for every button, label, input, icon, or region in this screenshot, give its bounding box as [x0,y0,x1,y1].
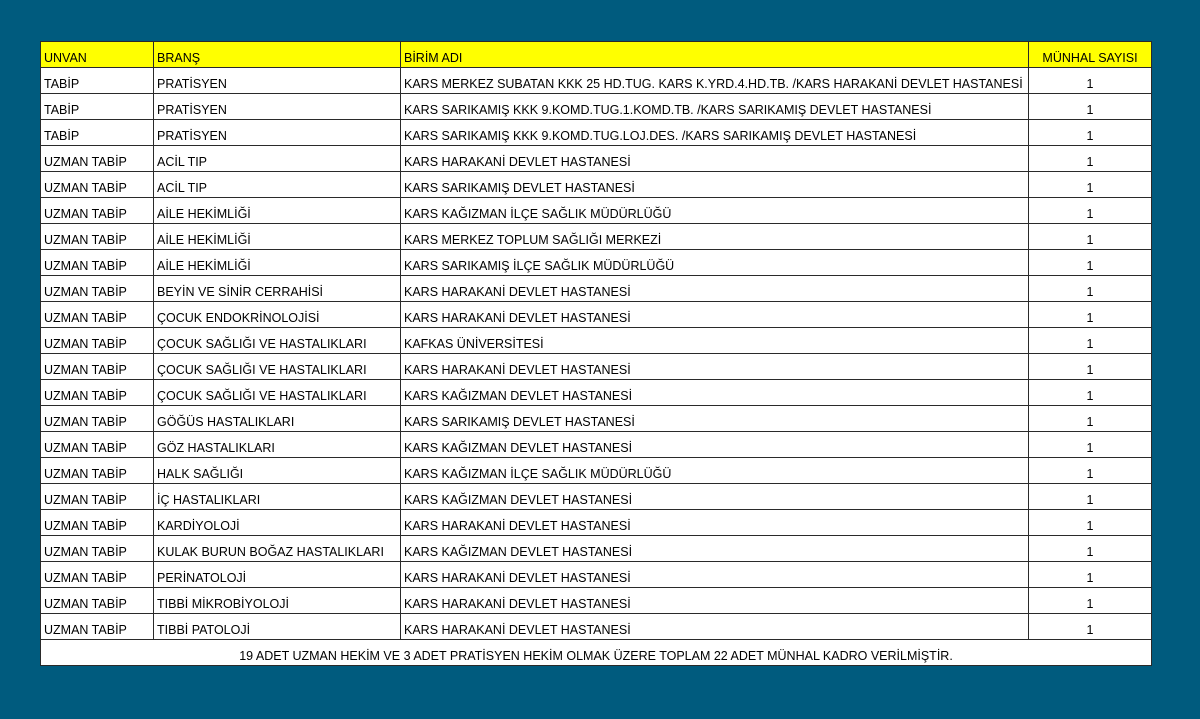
cell-munhal-sayisi: 1 [1029,458,1152,484]
cell-brans: AİLE HEKİMLİĞİ [154,224,401,250]
cell-brans: BEYİN VE SİNİR CERRAHİSİ [154,276,401,302]
cell-brans: PRATİSYEN [154,68,401,94]
cell-unvan: UZMAN TABİP [41,146,154,172]
cell-munhal-sayisi: 1 [1029,484,1152,510]
cell-unvan: UZMAN TABİP [41,380,154,406]
cell-munhal-sayisi: 1 [1029,68,1152,94]
cell-brans: İÇ HASTALIKLARI [154,484,401,510]
cell-brans: TIBBİ PATOLOJİ [154,614,401,640]
cell-unvan: UZMAN TABİP [41,510,154,536]
table-row [41,224,1152,250]
table-row [41,614,1152,640]
cell-munhal-sayisi: 1 [1029,380,1152,406]
cell-munhal-sayisi: 1 [1029,354,1152,380]
cell-brans: PERİNATOLOJİ [154,562,401,588]
table-row [41,510,1152,536]
cell-unvan: UZMAN TABİP [41,614,154,640]
cell-unvan: UZMAN TABİP [41,224,154,250]
cell-unvan: TABİP [41,120,154,146]
cell-unvan: TABİP [41,68,154,94]
cell-brans: ÇOCUK SAĞLIĞI VE HASTALIKLARI [154,354,401,380]
cell-unvan: TABİP [41,94,154,120]
cell-munhal-sayisi: 1 [1029,432,1152,458]
cell-birim: KARS HARAKANİ DEVLET HASTANESİ [401,146,1029,172]
cell-brans: AİLE HEKİMLİĞİ [154,250,401,276]
cell-munhal-sayisi: 1 [1029,302,1152,328]
table-row [41,588,1152,614]
cell-unvan: UZMAN TABİP [41,458,154,484]
cell-munhal-sayisi: 1 [1029,510,1152,536]
cell-birim: KARS SARIKAMIŞ KKK 9.KOMD.TUG.1.KOMD.TB. /KARS SARIKAMIŞ DEVLET HASTANESİ [401,94,1029,120]
cell-birim: KARS KAĞIZMAN İLÇE SAĞLIK MÜDÜRLÜĞÜ [401,458,1029,484]
cell-unvan: UZMAN TABİP [41,302,154,328]
cell-birim: KARS SARIKAMIŞ DEVLET HASTANESİ [401,406,1029,432]
cell-munhal-sayisi: 1 [1029,562,1152,588]
cell-birim: KARS MERKEZ SUBATAN KKK 25 HD.TUG. KARS K.YRD.4.HD.TB. /KARS HARAKANİ DEVLET HASTANESİ [401,68,1029,94]
cell-unvan: UZMAN TABİP [41,354,154,380]
cell-birim: KARS SARIKAMIŞ DEVLET HASTANESİ [401,172,1029,198]
cell-birim: KARS MERKEZ TOPLUM SAĞLIĞI MERKEZİ [401,224,1029,250]
table-row [41,536,1152,562]
cell-munhal-sayisi: 1 [1029,536,1152,562]
table-row [41,250,1152,276]
table-row [41,484,1152,510]
table-row [41,146,1152,172]
cell-unvan: UZMAN TABİP [41,198,154,224]
cell-brans: HALK SAĞLIĞI [154,458,401,484]
cell-unvan: UZMAN TABİP [41,588,154,614]
cell-brans: ACİL TIP [154,146,401,172]
cell-brans: ÇOCUK SAĞLIĞI VE HASTALIKLARI [154,380,401,406]
cell-brans: AİLE HEKİMLİĞİ [154,198,401,224]
table-row [41,68,1152,94]
cell-birim: KARS HARAKANİ DEVLET HASTANESİ [401,510,1029,536]
cell-brans: PRATİSYEN [154,120,401,146]
cell-brans: PRATİSYEN [154,94,401,120]
cell-birim: KARS HARAKANİ DEVLET HASTANESİ [401,354,1029,380]
header-unvan: UNVAN [41,42,154,68]
cell-birim: KARS KAĞIZMAN DEVLET HASTANESİ [401,536,1029,562]
header-brans: BRANŞ [154,42,401,68]
header-row [41,42,1152,68]
table-row [41,120,1152,146]
cell-birim: KAFKAS ÜNİVERSİTESİ [401,328,1029,354]
table-row [41,354,1152,380]
vacancy-table [40,41,1152,666]
cell-brans: ACİL TIP [154,172,401,198]
table-row [41,94,1152,120]
cell-birim: KARS KAĞIZMAN DEVLET HASTANESİ [401,484,1029,510]
cell-birim: KARS KAĞIZMAN DEVLET HASTANESİ [401,432,1029,458]
cell-munhal-sayisi: 1 [1029,120,1152,146]
cell-munhal-sayisi: 1 [1029,224,1152,250]
cell-munhal-sayisi: 1 [1029,588,1152,614]
table-row [41,276,1152,302]
cell-birim: KARS SARIKAMIŞ İLÇE SAĞLIK MÜDÜRLÜĞÜ [401,250,1029,276]
cell-brans: TIBBİ MİKROBİYOLOJİ [154,588,401,614]
cell-munhal-sayisi: 1 [1029,172,1152,198]
cell-munhal-sayisi: 1 [1029,146,1152,172]
cell-munhal-sayisi: 1 [1029,276,1152,302]
table-row [41,458,1152,484]
summary-row [41,640,1152,666]
cell-unvan: UZMAN TABİP [41,562,154,588]
table-row [41,406,1152,432]
header-munhal-sayisi: MÜNHAL SAYISI [1029,42,1152,68]
cell-birim: KARS KAĞIZMAN İLÇE SAĞLIK MÜDÜRLÜĞÜ [401,198,1029,224]
cell-birim: KARS HARAKANİ DEVLET HASTANESİ [401,562,1029,588]
cell-unvan: UZMAN TABİP [41,276,154,302]
cell-munhal-sayisi: 1 [1029,198,1152,224]
cell-brans: KARDİYOLOJİ [154,510,401,536]
table-row [41,302,1152,328]
cell-brans: ÇOCUK SAĞLIĞI VE HASTALIKLARI [154,328,401,354]
cell-unvan: UZMAN TABİP [41,484,154,510]
cell-birim: KARS HARAKANİ DEVLET HASTANESİ [401,614,1029,640]
cell-birim: KARS SARIKAMIŞ KKK 9.KOMD.TUG.LOJ.DES. /KARS SARIKAMIŞ DEVLET HASTANESİ [401,120,1029,146]
cell-brans: KULAK BURUN BOĞAZ HASTALIKLARI [154,536,401,562]
summary-text: 19 ADET UZMAN HEKİM VE 3 ADET PRATİSYEN HEKİM OLMAK ÜZERE TOPLAM 22 ADET MÜNHAL KADRO VERİLMİŞTİR. [41,640,1152,666]
cell-munhal-sayisi: 1 [1029,94,1152,120]
cell-brans: GÖĞÜS HASTALIKLARI [154,406,401,432]
cell-brans: GÖZ HASTALIKLARI [154,432,401,458]
table-row [41,432,1152,458]
cell-unvan: UZMAN TABİP [41,172,154,198]
cell-birim: KARS KAĞIZMAN DEVLET HASTANESİ [401,380,1029,406]
cell-munhal-sayisi: 1 [1029,614,1152,640]
table-row [41,172,1152,198]
cell-birim: KARS HARAKANİ DEVLET HASTANESİ [401,276,1029,302]
cell-munhal-sayisi: 1 [1029,328,1152,354]
cell-unvan: UZMAN TABİP [41,432,154,458]
cell-birim: KARS HARAKANİ DEVLET HASTANESİ [401,588,1029,614]
table-row [41,328,1152,354]
cell-birim: KARS HARAKANİ DEVLET HASTANESİ [401,302,1029,328]
header-birim: BİRİM ADI [401,42,1029,68]
table-row [41,198,1152,224]
table-row [41,380,1152,406]
cell-unvan: UZMAN TABİP [41,406,154,432]
cell-unvan: UZMAN TABİP [41,250,154,276]
cell-unvan: UZMAN TABİP [41,536,154,562]
cell-munhal-sayisi: 1 [1029,250,1152,276]
cell-unvan: UZMAN TABİP [41,328,154,354]
cell-munhal-sayisi: 1 [1029,406,1152,432]
table-row [41,562,1152,588]
cell-brans: ÇOCUK ENDOKRİNOLOJİSİ [154,302,401,328]
